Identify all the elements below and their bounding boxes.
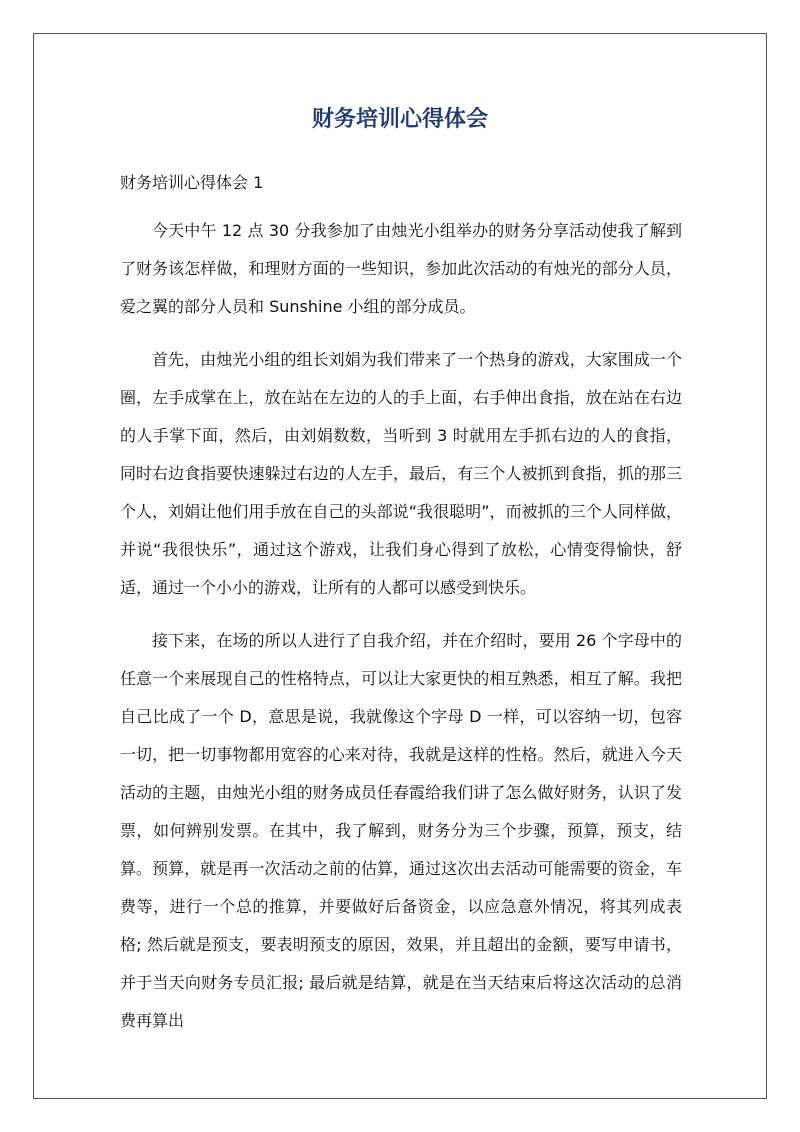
document-body: [120, 212, 682, 1055]
section-heading: 财务培训心得体会 1: [120, 173, 264, 192]
paragraph-3: 接下来，在场的所以人进行了自我介绍，并在介绍时，要用 26 个字母中的任意一个来展现自己的性格特点，可以让大家更快的相互熟悉，相互了解。我把自己比成了一个 D，意思是说，我就像这个字母 D 一样，可以容纳一切，包容一切，把一切事物都用宽容的心来对待，我就是这样的性格。然后，就进入今天活动的主题，由烛光小组的财务成员任春霞给我们讲了怎么做好财务，认识了发票，如何辨别发票。在其中，我了解到，财务分为三个步骤，预算，预支，结算。预算，就是再一次活动之前的估算，通过这次出去活动可能需要的资金，车费等，进行一个总的推算，并要做好后备资金，以应急意外情况，将其列成表格; 然后就是预支，要表明预支的原因，效果，并且超出的金额，要写申请书，并于当天向财务专员汇报; 最后就是结算，就是在当天结束后将这次活动的总消费再算出: [120, 631, 682, 1030]
document-title: 财务培训心得体会: [311, 107, 488, 132]
paragraph-2: 首先，由烛光小组的组长刘娟为我们带来了一个热身的游戏，大家围成一个圈，左手成掌在上，放在站在左边的人的手上面，右手伸出食指，放在站在右边的人手掌下面，然后，由刘娟数数，当听到 3 时就用左手抓右边的人的食指，同时右边食指要快速躲过右边的人左手，最后，有三个人被抓到食指，抓的那三个人，刘娟让他们用手放在自己的头部说“我很聪明”，而被抓的三个人同样做，并说“我很快乐”，通过这个游戏，让我们身心得到了放松，心情变得愉快，舒适，通过一个小小的游戏，让所有的人都可以感受到快乐。: [120, 350, 682, 597]
paragraph-1: 今天中午 12 点 30 分我参加了由烛光小组举办的财务分享活动使我了解到了财务该怎样做，和理财方面的一些知识，参加此次活动的有烛光的部分人员，爱之翼的部分人员和 Sunshine 小组的部分成员。: [120, 221, 682, 316]
